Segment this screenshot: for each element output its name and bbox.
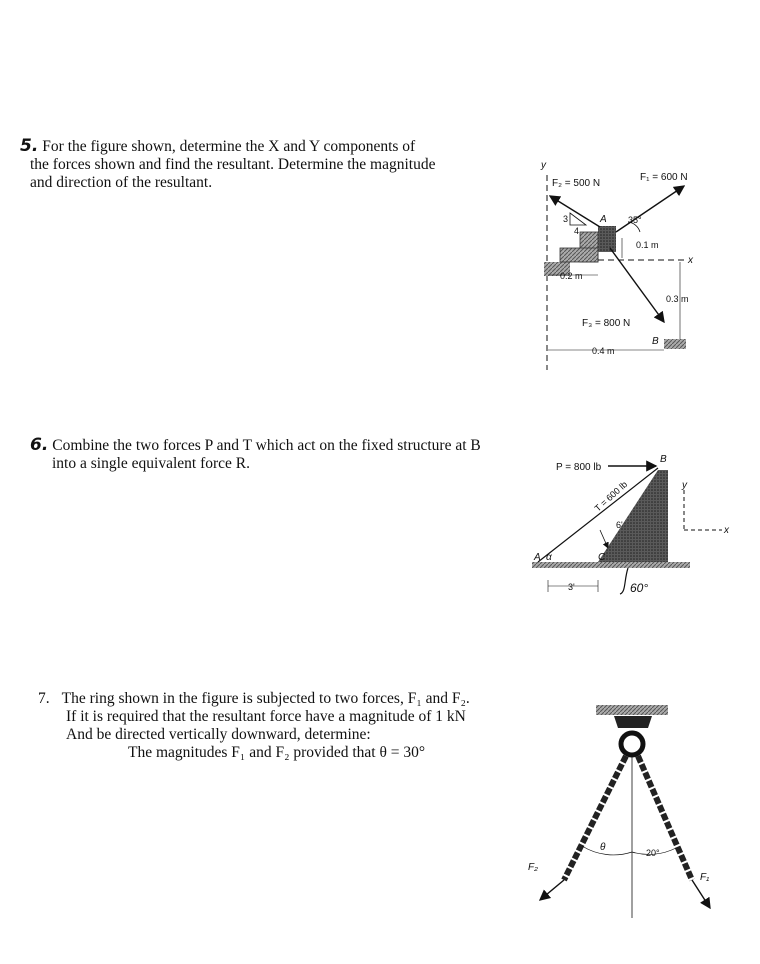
- p5-y-label: y: [541, 160, 546, 171]
- problem-7-line-2: If it is required that the resultant force have a magnitude of 1 kN: [66, 708, 466, 725]
- p6-three-label: 3': [568, 582, 575, 592]
- p5-slope-4: 4: [574, 226, 580, 236]
- p5-x-label: x: [688, 255, 693, 266]
- p5-dim-02: 0.2 m: [560, 271, 583, 281]
- problem-6-line-1: 6. Combine the two forces P and T which act on the fixed structure at B: [30, 435, 481, 455]
- p7-theta: θ: [600, 842, 606, 853]
- problem-7-line-4: The magnitudes F₁ and F₂ provided that θ = 30°: [128, 744, 426, 761]
- p7-chain-left: [564, 756, 626, 880]
- p7-bracket: [614, 716, 652, 728]
- p6-six-label: 6': [616, 520, 623, 530]
- p6-handwritten-angle: 60°: [630, 581, 649, 595]
- problem-5-number: 5.: [20, 136, 39, 156]
- p6-alpha-label: α: [546, 552, 552, 563]
- p7-f2-label: F₂: [528, 862, 538, 873]
- p6-a-label: A: [534, 552, 541, 563]
- p5-dim-04: 0.4 m: [592, 346, 615, 356]
- problem-6-number: 6.: [30, 435, 49, 455]
- p6-p-label: P = 800 lb: [556, 462, 602, 473]
- problem-5-line-3: and direction of the resultant.: [30, 174, 213, 191]
- p5-slope-3: 3: [563, 214, 569, 224]
- p5-f1-label: F₁ = 600 N: [640, 172, 688, 183]
- p7-ring: [621, 733, 643, 755]
- problem-7-line-3: And be directed vertically downward, determine:: [66, 726, 371, 743]
- problem-7-line-1: 7. The ring shown in the figure is subjected to two forces, F₁ and F₂.: [38, 690, 470, 707]
- p6-t-label: T = 600 lb: [592, 479, 630, 514]
- p7-chain-right: [638, 756, 692, 880]
- p6-b-label: B: [660, 454, 667, 465]
- problem-7-number: 7.: [38, 690, 50, 707]
- p5-angle-35: 35°: [628, 215, 642, 225]
- p6-c-label: C: [598, 552, 606, 563]
- p7-ceiling: [596, 705, 668, 715]
- problem-6-line-2: into a single equivalent force R.: [52, 455, 250, 472]
- p6-x-label: x: [724, 525, 729, 536]
- problem-5-line-1: 5. For the figure shown, determine the X and Y components of: [20, 136, 416, 156]
- p5-dim-03: 0.3 m: [666, 294, 689, 304]
- p5-f2-label: F₂ = 500 N: [552, 178, 601, 189]
- p5-dim-01: 0.1 m: [636, 240, 659, 250]
- p5-point-a: A: [600, 214, 607, 225]
- problem-5-line-2: the forces shown and find the resultant. Determine the magnitude: [30, 156, 436, 173]
- p7-f2-arrow: [540, 880, 564, 900]
- p7-angle-20: 20°: [646, 848, 660, 858]
- p7-f1-label: F₁: [700, 872, 710, 883]
- p5-point-b: B: [652, 336, 659, 347]
- p7-f1-arrow: [692, 880, 710, 908]
- p6-y-label: y: [682, 480, 687, 491]
- p5-f3-label: F₃ = 800 N: [582, 318, 631, 329]
